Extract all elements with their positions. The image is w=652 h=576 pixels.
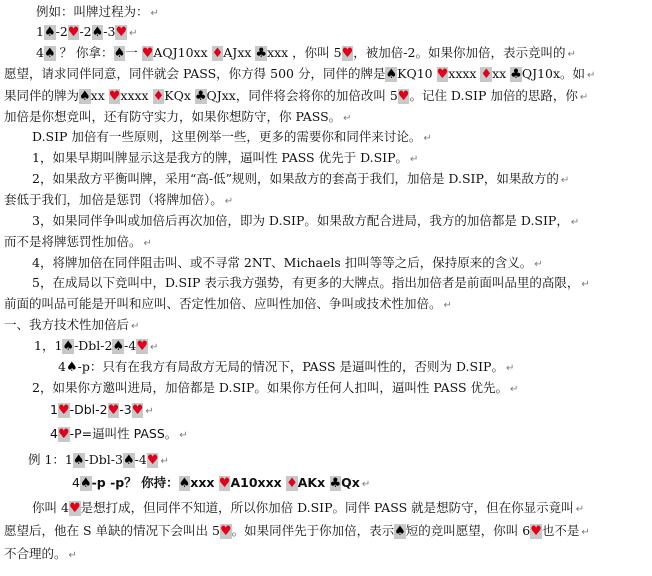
paragraph-mark-icon: ↵: [587, 70, 596, 81]
text-run: 3，如果同伴争叫或加倍后再次加倍，即为 D.SIP。如果敌方配合进局，我方的加倍都是 D.SIP，: [32, 213, 569, 228]
text-run: 你叫 4: [32, 500, 69, 515]
line-11: [32, 211, 579, 232]
paragraph-mark-icon: ↵: [423, 133, 432, 144]
heart-icon: ♥: [141, 46, 154, 61]
text-run: KQx: [164, 88, 195, 103]
line-2: [36, 22, 138, 43]
line-18: [58, 357, 514, 378]
heart-icon: ♥: [397, 89, 410, 104]
spade-icon: ♠: [91, 25, 104, 40]
line-5: [4, 86, 588, 107]
spade-icon: ♠: [79, 89, 91, 104]
paragraph-mark-icon: ↵: [534, 259, 543, 270]
text-run: 1，1: [34, 338, 63, 353]
paragraph-mark-icon: ↵: [443, 300, 452, 311]
heart-icon: ♥: [530, 524, 542, 539]
text-run: -p：只有在我方有局敌方无局的情况下，PASS 是逼叫性的，否则为 D.SIP。: [77, 359, 504, 374]
spade-icon: ♠: [43, 25, 56, 40]
line-17: [34, 336, 158, 357]
text-run: 而不是将牌惩罚性加倍。: [4, 234, 142, 249]
heart-icon: ♥: [136, 339, 148, 354]
text-run: 。如果同伴先于你加倍，表示: [231, 523, 395, 538]
paragraph-mark-icon: ↵: [68, 550, 77, 561]
paragraph-mark-icon: ↵: [575, 504, 585, 515]
paragraph-mark-icon: ↵: [410, 154, 419, 165]
text-run: D.SIP 加倍有一些原则，这里例举一些，更多的需要你和同伴来讨论。: [32, 129, 422, 144]
diamond-icon: ♦: [152, 89, 165, 104]
text-run: 4: [50, 426, 58, 441]
text-run: 果同伴的牌为: [4, 88, 80, 103]
spade-icon: ♠: [385, 67, 398, 82]
text-run: ，被加倍-2。如果你加倍，表示竞叫的: [353, 45, 566, 60]
line-24: [32, 498, 584, 519]
spade-icon: ♠: [394, 524, 406, 539]
text-run: 。记住 D.SIP 加倍的思路，你: [409, 88, 578, 103]
text-run: xxxx: [448, 66, 481, 81]
text-run: -2: [79, 24, 92, 39]
line-25: [4, 521, 590, 542]
line-1: [36, 2, 159, 23]
spade-icon: ♠: [178, 476, 191, 491]
text-run: 前面的叫品可能是开叫和应叫、否定性加倍、应叫性加倍、争叫或技术性加倍。: [4, 296, 442, 311]
line-4: [4, 64, 595, 85]
spade-icon: ♠: [122, 453, 135, 468]
text-run: A10xxx: [230, 475, 287, 490]
text-run: AJxx: [223, 45, 256, 60]
paragraph-mark-icon: ↵: [143, 238, 152, 249]
line-16: [4, 315, 139, 336]
paragraph-mark-icon: ↵: [160, 456, 169, 467]
paragraph-mark-icon: ↵: [510, 384, 519, 395]
heart-icon: ♥: [219, 524, 232, 539]
paragraph-mark-icon: ↵: [179, 430, 188, 441]
spade-icon: ♠: [62, 339, 75, 354]
text-run: 愿望，请求同伴同意，同伴就会 PASS，你方得 500 分，同伴的牌是: [4, 66, 386, 81]
paragraph-mark-icon: ↵: [560, 175, 570, 186]
heart-icon: ♥: [436, 67, 449, 82]
club-icon: ♣: [194, 89, 207, 104]
text-run: AKx: [297, 475, 330, 490]
text-run: -Dbl-2: [69, 402, 108, 417]
heart-icon: ♥: [115, 25, 128, 40]
paragraph-mark-icon: ↵: [343, 113, 352, 124]
diamond-icon: ♦: [286, 476, 298, 491]
paragraph-mark-icon: ↵: [224, 196, 234, 207]
line-14: [32, 273, 590, 294]
heart-icon: ♥: [218, 476, 231, 491]
text-run: -3: [103, 24, 116, 39]
text-run: 一: [125, 45, 142, 60]
heart-icon: ♥: [131, 403, 144, 418]
line-3: [36, 43, 576, 64]
diamond-icon: ♦: [480, 67, 493, 82]
heart-icon: ♥: [146, 453, 159, 468]
line-6: [4, 107, 352, 128]
text-run: 套低于我们，加倍是惩罚（将牌加倍）。: [4, 192, 223, 207]
heart-icon: ♥: [67, 25, 80, 40]
heart-icon: ♥: [57, 427, 70, 442]
text-run: 4: [72, 475, 80, 490]
paragraph-mark-icon: ↵: [505, 363, 515, 374]
paragraph-mark-icon: ↵: [131, 321, 140, 332]
text-run: xxx ，你叫 5: [267, 45, 342, 60]
line-22: [28, 450, 169, 471]
text-run: 愿望后，他在 S 单缺的情况下会叫出 5: [4, 523, 220, 538]
text-run: -3: [119, 402, 132, 417]
text-run: Qx: [341, 475, 360, 490]
text-run: AQJ10xx: [153, 45, 212, 60]
paragraph-mark-icon: ↵: [581, 279, 590, 290]
text-run: 4: [36, 45, 44, 60]
line-9: [32, 169, 569, 190]
text-run: 4: [58, 359, 66, 374]
spade-icon: ♠: [65, 360, 78, 375]
heart-icon: ♥: [107, 403, 120, 418]
text-run: -4: [124, 338, 137, 353]
paragraph-mark-icon: ↵: [581, 527, 590, 538]
text-run: -2: [55, 24, 68, 39]
heart-icon: ♥: [108, 89, 121, 104]
heart-icon: ♥: [68, 501, 81, 516]
line-23: [72, 473, 370, 494]
paragraph-mark-icon: ↵: [149, 342, 159, 353]
paragraph-mark-icon: ↵: [150, 8, 159, 19]
text-run: 不合理的。: [4, 546, 67, 561]
line-21: [50, 424, 188, 445]
line-19: [32, 378, 518, 399]
text-run: xx: [492, 66, 511, 81]
text-run: xx: [90, 88, 109, 103]
text-run: 4，将牌加倍在同伴阻击叫、或不寻常 2NT、Michaels 扣叫等等之后，保持原来的含义。: [32, 255, 533, 270]
spade-icon: ♠: [72, 453, 85, 468]
text-run: 是想打成，但同伴不知道，所以你加倍 D.SIP。同伴 PASS 就是想防守，但在你显示竟叫: [80, 500, 574, 515]
text-run: xxxx: [120, 88, 153, 103]
text-run: 2，如果敌方平衡叫牌，采用“高-低”规则，如果敌方的套高于我们，加倍是 D.SIP，如果敌方的: [32, 171, 559, 186]
text-run: QJ10x。如: [521, 66, 586, 81]
line-26: [4, 544, 77, 565]
paragraph-mark-icon: ↵: [129, 28, 138, 39]
club-icon: ♣: [510, 67, 522, 82]
heart-icon: ♥: [57, 403, 70, 418]
paragraph-mark-icon: ↵: [361, 479, 371, 490]
text-run: 加倍是你想竞叫，还有防守实力，如果你想防守，你 PASS。: [4, 109, 342, 124]
text-run: 也不是: [541, 523, 580, 538]
text-run: 例如：叫牌过程为：: [36, 4, 149, 19]
line-12: [4, 232, 152, 253]
paragraph-mark-icon: ↵: [145, 406, 154, 417]
text-run: -4: [134, 452, 147, 467]
text-run: 5，在成局以下竞叫中，D.SIP 表示我方强势，有更多的大牌点。指出加倍者是前面叫品里的高限，: [32, 275, 580, 290]
text-run: 1: [36, 24, 44, 39]
line-7: [32, 127, 432, 148]
text-run: QJxx，同伴将会将你的加倍改叫 5: [206, 88, 398, 103]
text-run: -P=逼叫性 PASS。: [69, 426, 178, 441]
text-run: 1，如果早期叫牌显示这是我方的牌，逼叫性 PASS 优先于 D.SIP。: [32, 150, 409, 165]
spade-icon: ♠: [113, 46, 126, 61]
line-15: [4, 294, 452, 315]
club-icon: ♣: [329, 476, 342, 491]
paragraph-mark-icon: ↵: [570, 217, 580, 228]
spade-icon: ♠: [112, 339, 125, 354]
line-8: [32, 148, 418, 169]
text-run: -Dbl-2: [74, 338, 113, 353]
text-run: xxx: [190, 475, 219, 490]
line-10: [4, 190, 233, 211]
club-icon: ♣: [255, 46, 268, 61]
diamond-icon: ♦: [211, 46, 224, 61]
paragraph-mark-icon: ↵: [567, 49, 576, 60]
spade-icon: ♠: [79, 476, 92, 491]
line-13: [32, 253, 543, 274]
text-run: -Dbl-3: [84, 452, 123, 467]
line-20: [50, 400, 154, 421]
heart-icon: ♥: [341, 46, 354, 61]
text-run: -p -p？ 你持：: [91, 475, 179, 490]
text-run: 短的竞叫愿望，你叫 6: [405, 523, 531, 538]
text-run: ？ 你拿：: [55, 45, 114, 60]
text-run: 2，如果你方邀叫进局，加倍都是 D.SIP。如果你方任何人扣叫，逼叫性 PASS 优先。: [32, 380, 509, 395]
spade-icon: ♠: [43, 46, 56, 61]
paragraph-mark-icon: ↵: [579, 92, 589, 103]
text-run: 1: [50, 402, 58, 417]
text-run: 一、我方技术性加倍后: [4, 317, 130, 332]
text-run: 例 1：1: [28, 452, 73, 467]
text-run: KQ10: [397, 66, 437, 81]
